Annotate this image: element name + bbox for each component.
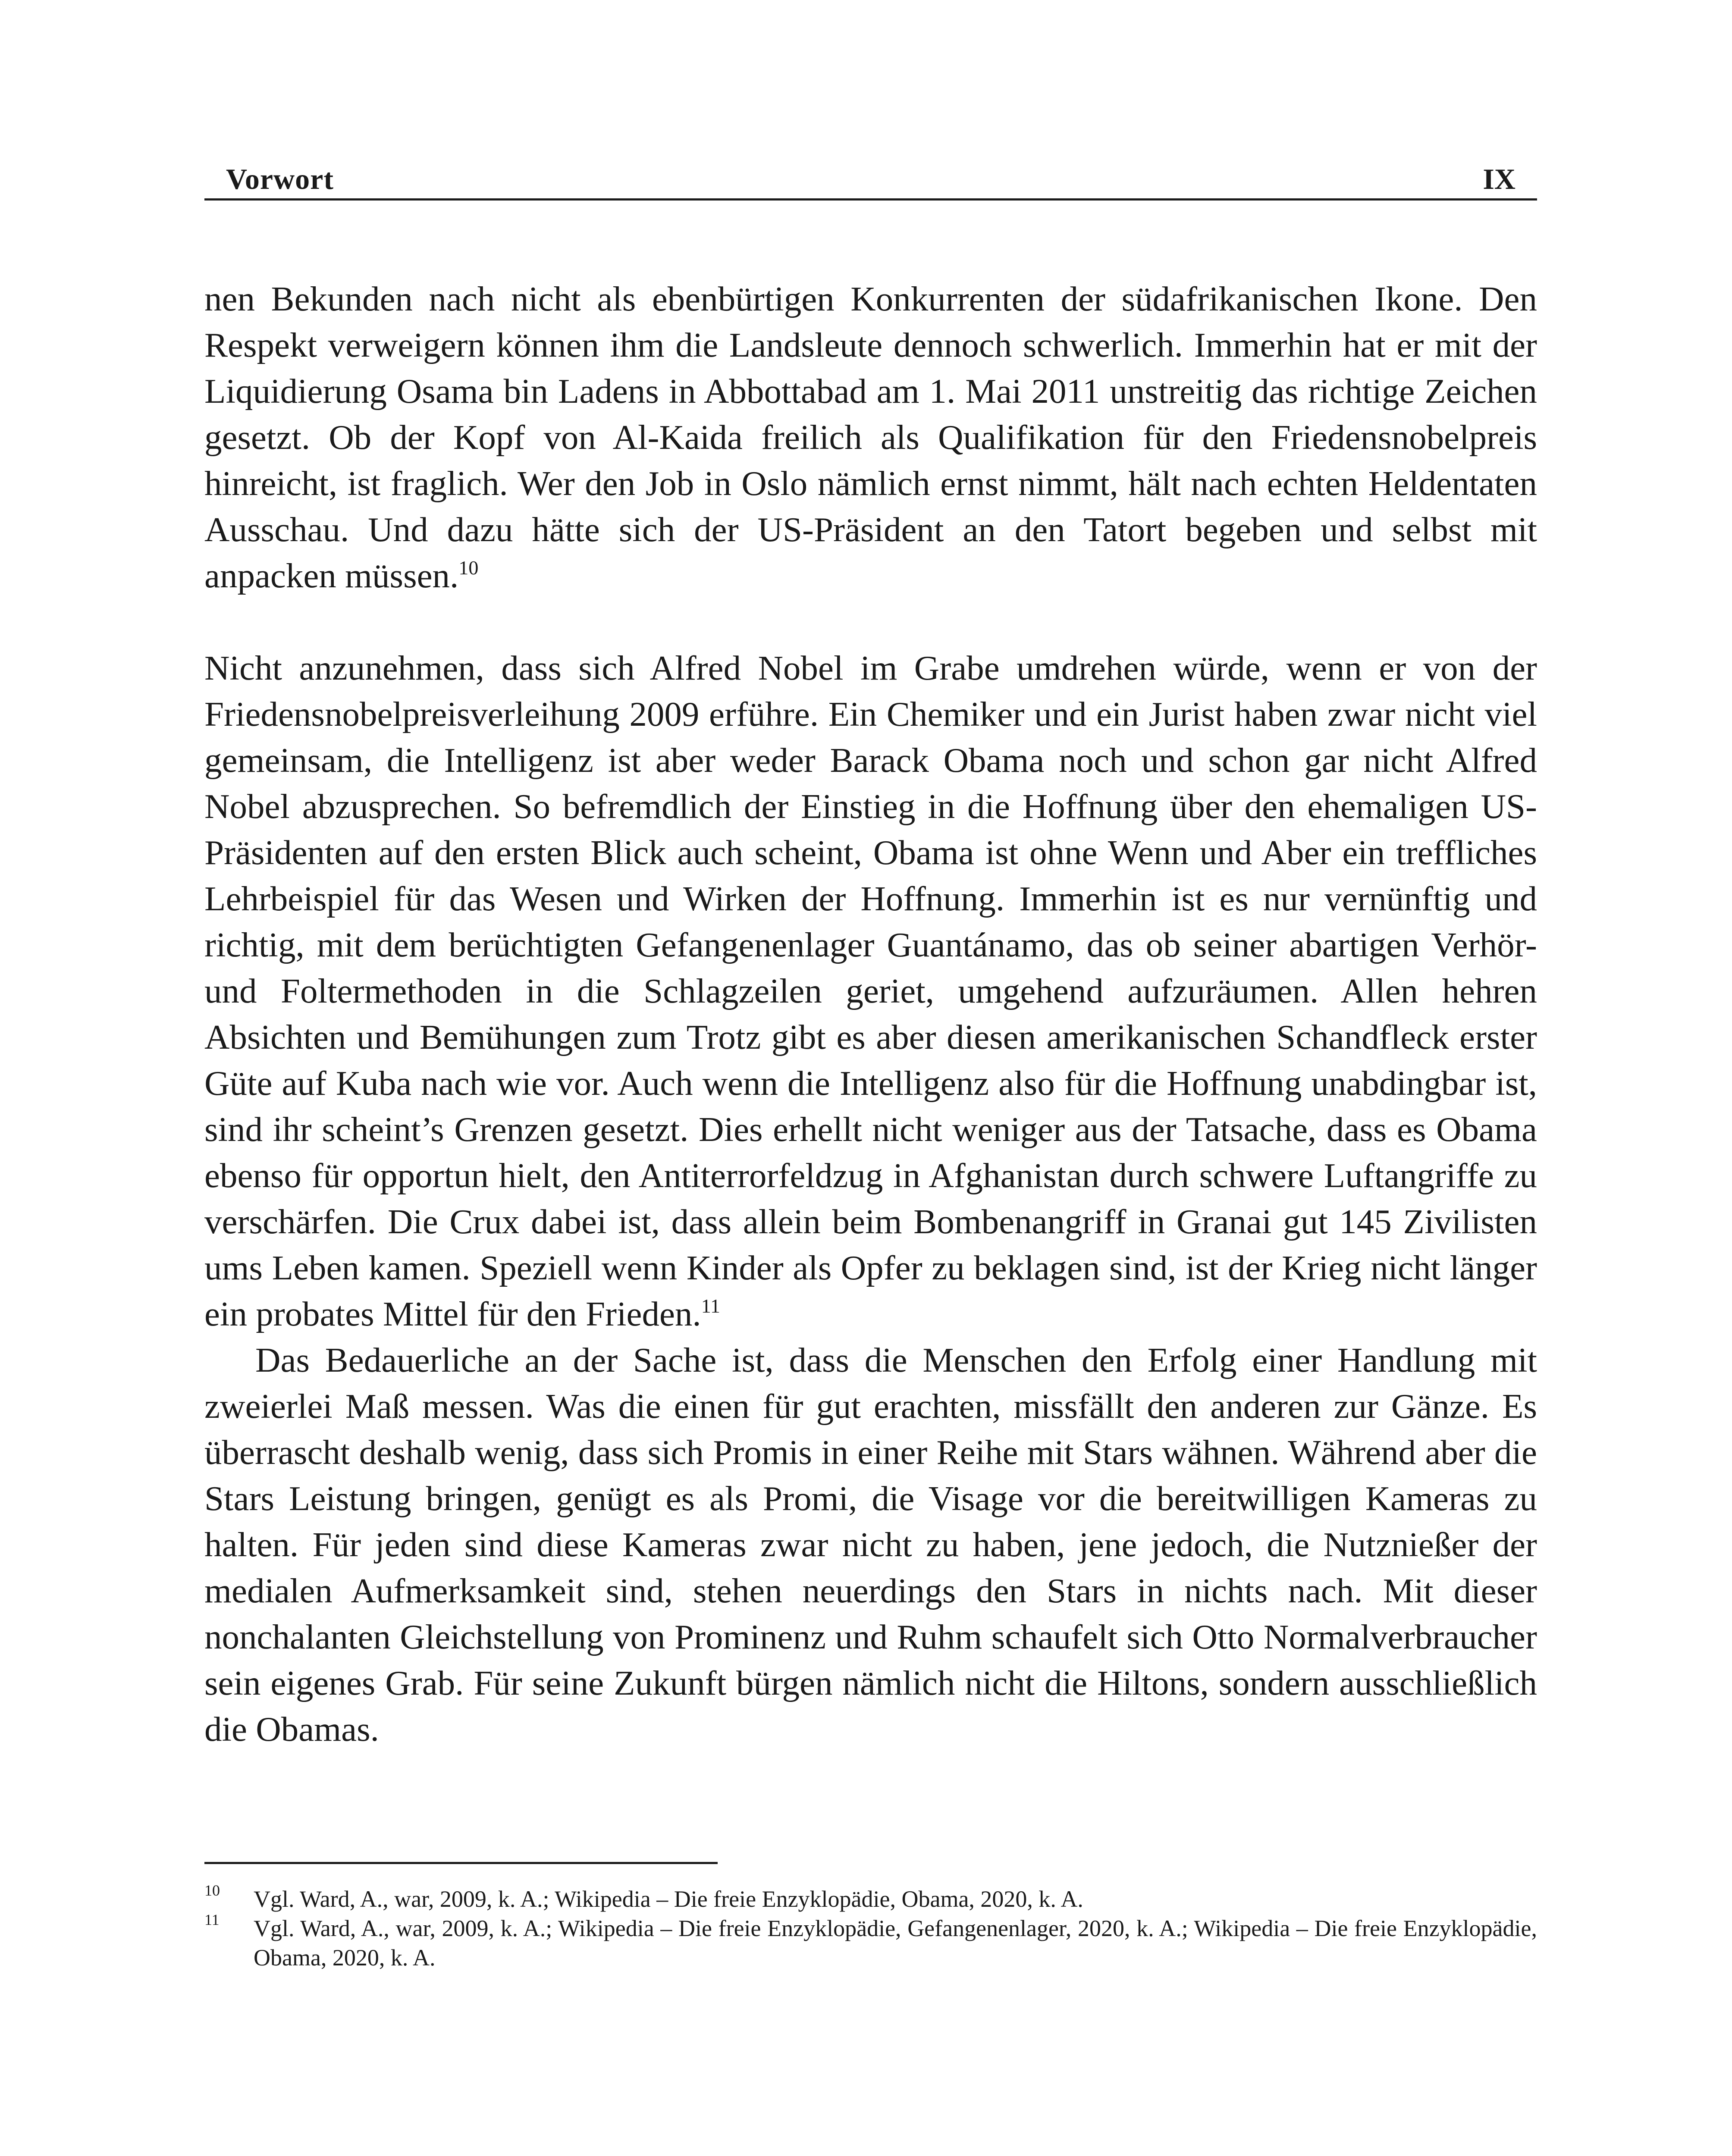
footnote-text: Vgl. Ward, A., war, 2009, k. A.; Wikipedia – Die freie Enzyklopädie, Obama, 2020, k. A.	[254, 1886, 1083, 1912]
paragraph-text: Nicht anzunehmen, dass sich Alfred Nobel im Grabe umdrehen würde, wenn er von der Friedensnobelpreisverleihung 2009 erführe. Ein Chemiker und ein Jurist haben zwar nicht viel gemeinsam, die Intelligenz ist aber weder Barack Obama noch und schon gar nicht Alfred Nobel abzusprechen. So befremdlich der Einstieg in die Hoffnung über den ehemaligen US-Präsidenten auf den ersten Blick auch scheint, Obama ist ohne Wenn und Aber ein treffliches Lehrbeispiel für das Wesen und Wirken der Hoffnung. Immerhin ist es nur vernünftig und richtig, mit dem berüchtigten Gefangenenlager Guantánamo, das ob seiner abartigen Verhör- und Foltermethoden in die Schlagzeilen geriet, umgehend aufzuräumen. Allen hehren Absichten und Bemühungen zum Trotz gibt es aber diesen amerikanischen Schandfleck erster Güte auf Kuba nach wie vor. Auch wenn die Intelligenz also für die Hoffnung unabdingbar ist, sind ihr scheint’s Grenzen gesetzt. Dies erhellt nicht weniger aus der Tatsache, dass es Obama ebenso für opportun hielt, den Antiterrorfeldzug in Afghanistan durch schwere Luftangriffe zu verschärfen. Die Crux dabei ist, dass allein beim Bombenangriff in Granai gut 145 Zivilisten ums Leben kamen. Speziell wenn Kinder als Opfer zu beklagen sind, ist der Krieg nicht länger ein probates Mittel für den Frieden.	[204, 649, 1537, 1333]
paragraph-text: Das Bedauerliche an der Sache ist, dass die Menschen den Erfolg einer Handlung mit zweierlei Maß messen. Was die einen für gut erachten, missfällt den anderen zur Gänze. Es überrascht deshalb wenig, dass sich Promis in einer Reihe mit Stars wähnen. Während aber die Stars Leistung bringen, genügt es als Promi, die Visage vor die bereitwilligen Kameras zu halten. Für jeden sind diese Kameras zwar nicht zu haben, jene jedoch, die Nutznießer der medialen Aufmerksamkeit sind, stehen neuerdings den Stars in nichts nach. Mit dieser nonchalanten Gleichstellung von Prominenz und Ruhm schaufelt sich Otto Normalverbraucher sein eigenes Grab. Für seine Zukunft bürgen nämlich nicht die Hiltons, sondern ausschließlich die Obamas.	[204, 1341, 1537, 1749]
chapter-title: Vorwort	[226, 163, 334, 195]
footnote	[204, 1911, 1537, 1972]
footnote-reference: 11	[701, 1295, 720, 1317]
footnote-number: 10	[204, 1882, 220, 1899]
page-number: IX	[1483, 163, 1516, 195]
body-text	[204, 276, 1537, 1752]
footnote-separator	[204, 1862, 718, 1864]
running-header	[204, 160, 1537, 201]
footnotes	[204, 1884, 1537, 1972]
paragraph	[204, 1337, 1537, 1752]
paragraph-continued	[204, 276, 1537, 599]
footnote	[204, 1884, 1537, 1914]
paragraph-text: nen Bekunden nach nicht als ebenbürtigen Konkurrenten der südafrikanischen Ikone. Den Respekt verweigern können ihm die Landsleute dennoch schwerlich. Immerhin hat er mit der Liquidierung Osama bin Ladens in Abbottabad am 1. Mai 2011 unstreitig das richtige Zeichen gesetzt. Ob der Kopf von Al-Kaida freilich als Qualifikation für den Friedensnobelpreis hinreicht, ist fraglich. Wer den Job in Oslo nämlich ernst nimmt, hält nach echten Heldentaten Ausschau. Und dazu hätte sich der US-Präsident an den Tatort begeben und selbst mit anpacken müssen.	[204, 279, 1537, 595]
paragraph	[204, 645, 1537, 1337]
footnote-reference: 10	[458, 557, 479, 579]
footnote-text: Vgl. Ward, A., war, 2009, k. A.; Wikipedia – Die freie Enzyklopädie, Gefangenenlager, 2020, k. A.; Wikipedia – Die freie Enzyklopädie, Obama, 2020, k. A.	[254, 1915, 1537, 1971]
footnote-number: 11	[204, 1911, 220, 1928]
